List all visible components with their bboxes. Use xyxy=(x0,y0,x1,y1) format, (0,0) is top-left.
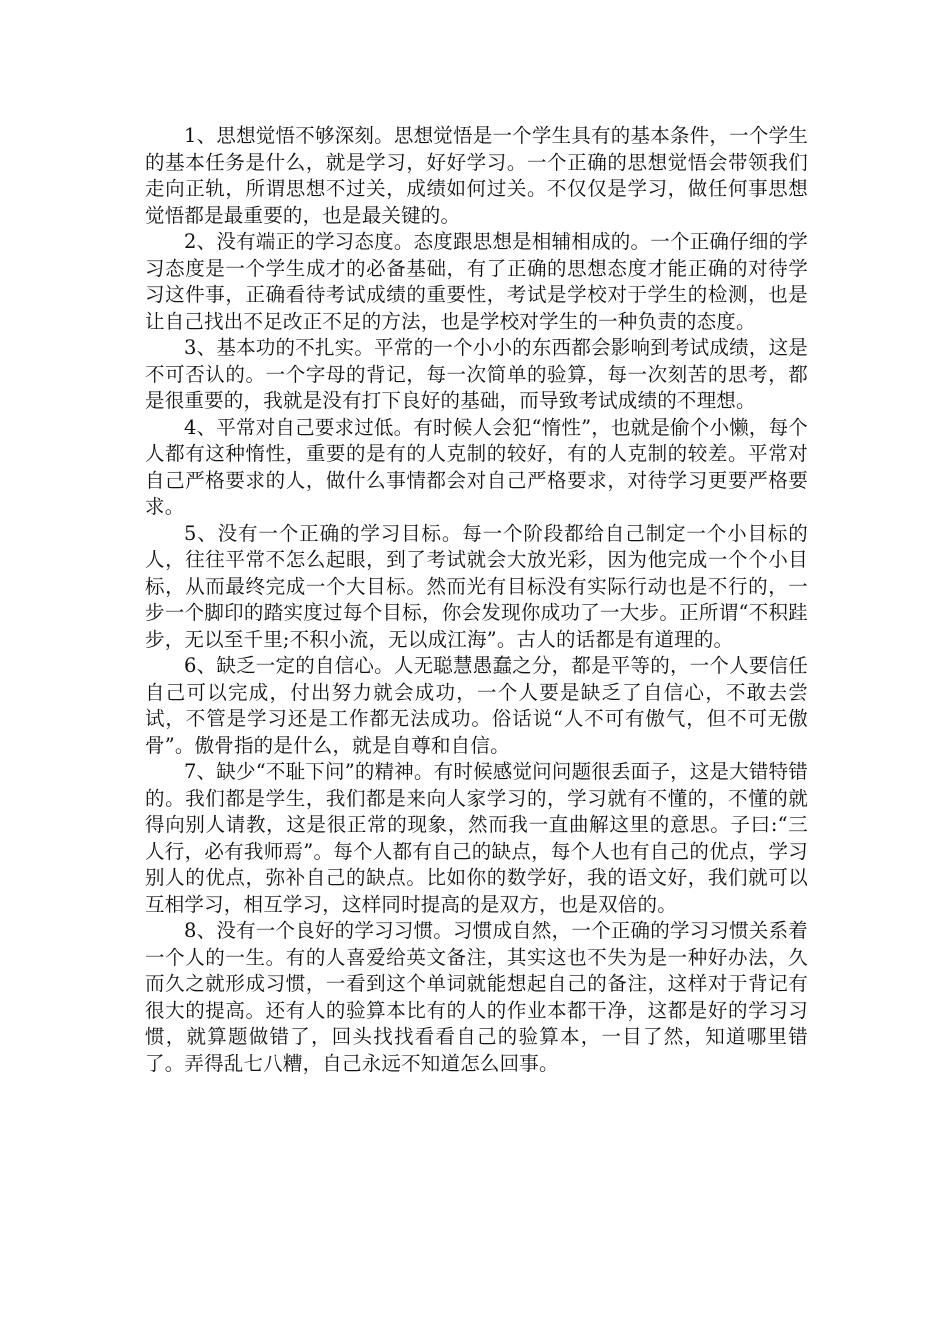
paragraph-7: 7、缺少“不耻下问”的精神。有时候感觉问问题很丢面子，这是大错特错的。我们都是学生，我们都是来向人家学习的，学习就有不懂的，不懂的就得向别人请教，这是很正常的现象，然而我一直曲解这里的意思。子曰:“三人行，必有我师焉”。每个人都有自己的缺点，每个人也有自己的优点，学习别人的优点，弥补自己的缺点。比如你的数学好，我的语文好，我们就可以互相学习，相互学习，这样同时提高的是双方，也是双倍的。 xyxy=(145,760,808,916)
paragraph-5: 5、没有一个正确的学习目标。每一个阶段都给自己制定一个小目标的人，往往平常不怎么起眼，到了考试就会大放光彩，因为他完成一个个小目标，从而最终完成一个大目标。然而光有目标没有实际行动也是不行的，一步一个脚印的踏实度过每个目标，你会发现你成功了一大步。正所谓“不积跬步，无以至千里;不积小流，无以成江海”。古人的话都是有道理的。 xyxy=(145,521,808,651)
document-body xyxy=(145,123,808,1077)
paragraph-4: 4、平常对自己要求过低。有时候人会犯“惰性”，也就是偷个小懒，每个人都有这种惰性，重要的是有的人克制的较好，有的人克制的较差。平常对自己严格要求的人，做什么事情都会对自己严格要求，对待学习更要严格要求。 xyxy=(145,415,808,518)
paragraph-1: 1、思想觉悟不够深刻。思想觉悟是一个学生具有的基本条件，一个学生的基本任务是什么，就是学习，好好学习。一个正确的思想觉悟会带领我们走向正轨，所谓思想不过关，成绩如何过关。不仅仅是学习，做任何事思想觉悟都是最重要的，也是最关键的。 xyxy=(145,124,808,227)
paragraph-2: 2、没有端正的学习态度。态度跟思想是相辅相成的。一个正确仔细的学习态度是一个学生成才的必备基础，有了正确的思想态度才能正确的对待学习这件事，正确看待考试成绩的重要性，考试是学校对于学生的检测，也是让自己找出不足改正不足的方法，也是学校对学生的一种负责的态度。 xyxy=(145,230,808,333)
paragraph-6: 6、缺乏一定的自信心。人无聪慧愚蠢之分，都是平等的，一个人要信任自己可以完成，付出努力就会成功，一个人要是缺乏了自信心，不敢去尝试，不管是学习还是工作都无法成功。俗话说“人不可有傲气，但不可无傲骨”。傲骨指的是什么，就是自尊和自信。 xyxy=(145,654,808,757)
paragraph-8: 8、没有一个良好的学习习惯。习惯成自然，一个正确的学习习惯关系着一个人的一生。有的人喜爱给英文备注，其实这也不失为是一种好办法，久而久之就形成习惯，一看到这个单词就能想起自己的备注，这样对于背记有很大的提高。还有人的验算本比有的人的作业本都干净，这都是好的学习习惯，就算题做错了，回头找找看看自己的验算本，一目了然，知道哪里错了。弄得乱七八糟，自己永远不知道怎么回事。 xyxy=(145,919,808,1075)
paragraph-3: 3、基本功的不扎实。平常的一个小小的东西都会影响到考试成绩，这是不可否认的。一个字母的背记，每一次简单的验算，每一次刻苦的思考，都是很重要的，我就是没有打下良好的基础，而导致考试成绩的不理想。 xyxy=(145,336,808,412)
